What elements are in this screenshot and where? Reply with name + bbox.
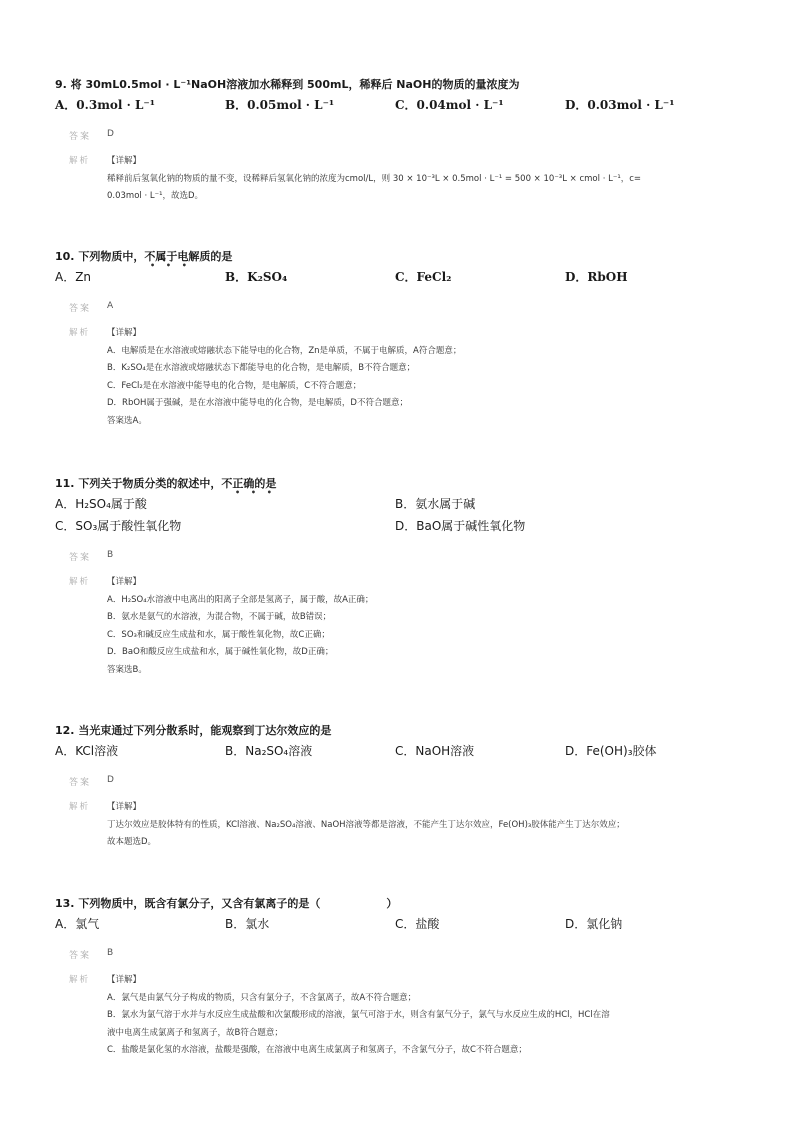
answer-label: 答案	[69, 951, 92, 961]
explanation-line: A．电解质是在水溶液或熔融状态下能导电的化合物，Zn是单质，不属于电解质，A符合题意；	[107, 345, 462, 356]
answer-value: D	[107, 129, 114, 139]
explanation	[55, 574, 745, 679]
options	[55, 914, 745, 934]
option-a[interactable]: A．氯气	[55, 917, 100, 931]
explanation	[55, 799, 745, 852]
option-a[interactable]: A．KCl溶液	[55, 744, 119, 758]
question-stem: 10. 下列物质中，不属于电解质的是	[55, 250, 233, 263]
explanation-line: B．氨水是氨气的水溶液，为混合物，不属于碱，故B错误；	[107, 612, 332, 622]
options	[55, 494, 745, 540]
option-b[interactable]: B．0.05mol · L⁻¹	[225, 98, 335, 112]
option-c[interactable]: C．NaOH溶液	[395, 744, 475, 758]
answer-value: D	[107, 775, 114, 785]
option-c[interactable]: C．0.04mol · L⁻¹	[395, 98, 504, 112]
explanation-line: 丁达尔效应是胶体特有的性质，KCl溶液、Na₂SO₄溶液、NaOH溶液等都是溶液，不能产生丁达尔效应，Fe(OH)₃胶体能产生丁达尔效应；	[107, 819, 625, 830]
option-c[interactable]: C．FeCl₂	[395, 270, 452, 284]
question-stem: 11. 下列关于物质分类的叙述中，不正确的是	[55, 477, 277, 490]
explanation	[55, 972, 745, 1060]
explanation-line: 答案选B。	[107, 664, 147, 675]
explanation-line: 0.03mol · L⁻¹，故选D。	[107, 191, 204, 201]
analysis-label: 解析	[69, 577, 91, 587]
explanation-line: 【详解】	[107, 577, 142, 587]
options	[55, 741, 745, 761]
analysis-label: 解析	[69, 328, 91, 338]
answer-row	[55, 948, 745, 964]
answer-row	[55, 550, 745, 566]
explanation-line: A．H₂SO₄水溶液中电离出的阳离子全部是氢离子，属于酸，故A正确；	[107, 594, 374, 605]
question-stem: 12. 当光束通过下列分散系时，能观察到丁达尔效应的是	[55, 724, 332, 737]
explanation-line: D．RbOH属于强碱，是在水溶液中能导电的化合物，是电解质，D不符合题意；	[107, 398, 408, 408]
explanation-line: 液中电离生成氯离子和氢离子，故B符合题意；	[107, 1027, 283, 1038]
option-a[interactable]: A．0.3mol · L⁻¹	[55, 98, 156, 112]
answer-row	[55, 301, 745, 317]
question-9	[55, 78, 745, 206]
analysis-label: 解析	[69, 802, 91, 812]
question-13	[55, 897, 745, 1060]
option-d[interactable]: D．0.03mol · L⁻¹	[565, 98, 675, 112]
option-d[interactable]: D．RbOH	[565, 270, 628, 284]
explanation-line: 【详解】	[107, 328, 142, 338]
option-a[interactable]: A．H₂SO₄属于酸	[55, 497, 147, 511]
question-stem: 13. 下列物质中，既含有氯分子，又含有氯离子的是（ ）	[55, 897, 398, 910]
answer-value: B	[107, 948, 114, 958]
analysis-label: 解析	[69, 975, 91, 985]
answer-row	[55, 775, 745, 791]
question-12	[55, 724, 745, 852]
emphasis-dots: • • •	[150, 261, 191, 270]
option-d[interactable]: D．BaO属于碱性氧化物	[395, 519, 526, 533]
analysis-label: 解析	[69, 156, 91, 166]
option-c[interactable]: C．盐酸	[395, 917, 440, 931]
explanation-line: B．氯水为氯气溶于水并与水反应生成盐酸和次氯酸形成的溶液，氯气可溶于水，则含有氯气分子，氯气与水反应生成的HCl，HCl在溶	[107, 1010, 610, 1020]
option-c[interactable]: C．SO₃属于酸性氧化物	[55, 519, 182, 533]
option-b[interactable]: B．氨水属于碱	[395, 497, 476, 511]
option-b[interactable]: B．K₂SO₄	[225, 270, 288, 284]
question-11	[55, 477, 745, 679]
explanation-line: C．FeCl₂是在水溶液中能导电的化合物，是电解质，C不符合题意；	[107, 380, 362, 391]
explanation-line: A．氯气是由氯气分子构成的物质，只含有氯分子，不含氯离子，故A不符合题意；	[107, 992, 417, 1003]
answer-value: B	[107, 550, 114, 560]
options	[55, 95, 745, 115]
explanation-line: 故本题选D。	[107, 837, 157, 847]
question-stem: 9. 将 30mL0.5mol · L⁻¹NaOH溶液加水稀释到 500mL，稀释后 NaOH的物质的量浓度为	[55, 78, 520, 91]
option-d[interactable]: D．Fe(OH)₃胶体	[565, 744, 657, 758]
option-a[interactable]: A．Zn	[55, 270, 92, 284]
explanation-line: 【详解】	[107, 156, 142, 166]
answer-label: 答案	[69, 132, 92, 142]
option-b[interactable]: B．Na₂SO₄溶液	[225, 744, 313, 758]
explanation	[55, 153, 745, 206]
answer-row	[55, 129, 745, 145]
option-d[interactable]: D．氯化钠	[565, 917, 623, 931]
option-b[interactable]: B．氯水	[225, 917, 270, 931]
question-10	[55, 250, 745, 430]
explanation-line: 答案选A。	[107, 415, 147, 426]
options	[55, 267, 745, 287]
explanation-line: 稀释前后氢氧化钠的物质的量不变，设稀释后氢氧化钠的浓度为cmol/L，则 30 × 10⁻³L × 0.5mol · L⁻¹ = 500 × 10⁻³L × cmol · L⁻¹，c=	[107, 173, 642, 184]
explanation-line: B．K₂SO₄是在水溶液或熔融状态下都能导电的化合物，是电解质，B不符合题意；	[107, 363, 416, 373]
answer-value: A	[107, 301, 114, 311]
answer-label: 答案	[69, 778, 92, 788]
explanation-line: C．SO₃和碱反应生成盐和水，属于酸性氧化物，故C正确；	[107, 629, 330, 640]
explanation-line: D．BaO和酸反应生成盐和水，属于碱性氧化物，故D正确；	[107, 647, 334, 657]
explanation-line: C．盐酸是氯化氢的水溶液，盐酸是强酸，在溶液中电离生成氯离子和氢离子，不含氯气分子，故C不符合题意；	[107, 1045, 527, 1055]
explanation-line: 【详解】	[107, 975, 142, 985]
answer-label: 答案	[69, 304, 92, 314]
emphasis-dots: • • •	[235, 488, 276, 497]
explanation	[55, 325, 745, 430]
explanation-line: 【详解】	[107, 802, 142, 812]
answer-label: 答案	[69, 553, 92, 563]
